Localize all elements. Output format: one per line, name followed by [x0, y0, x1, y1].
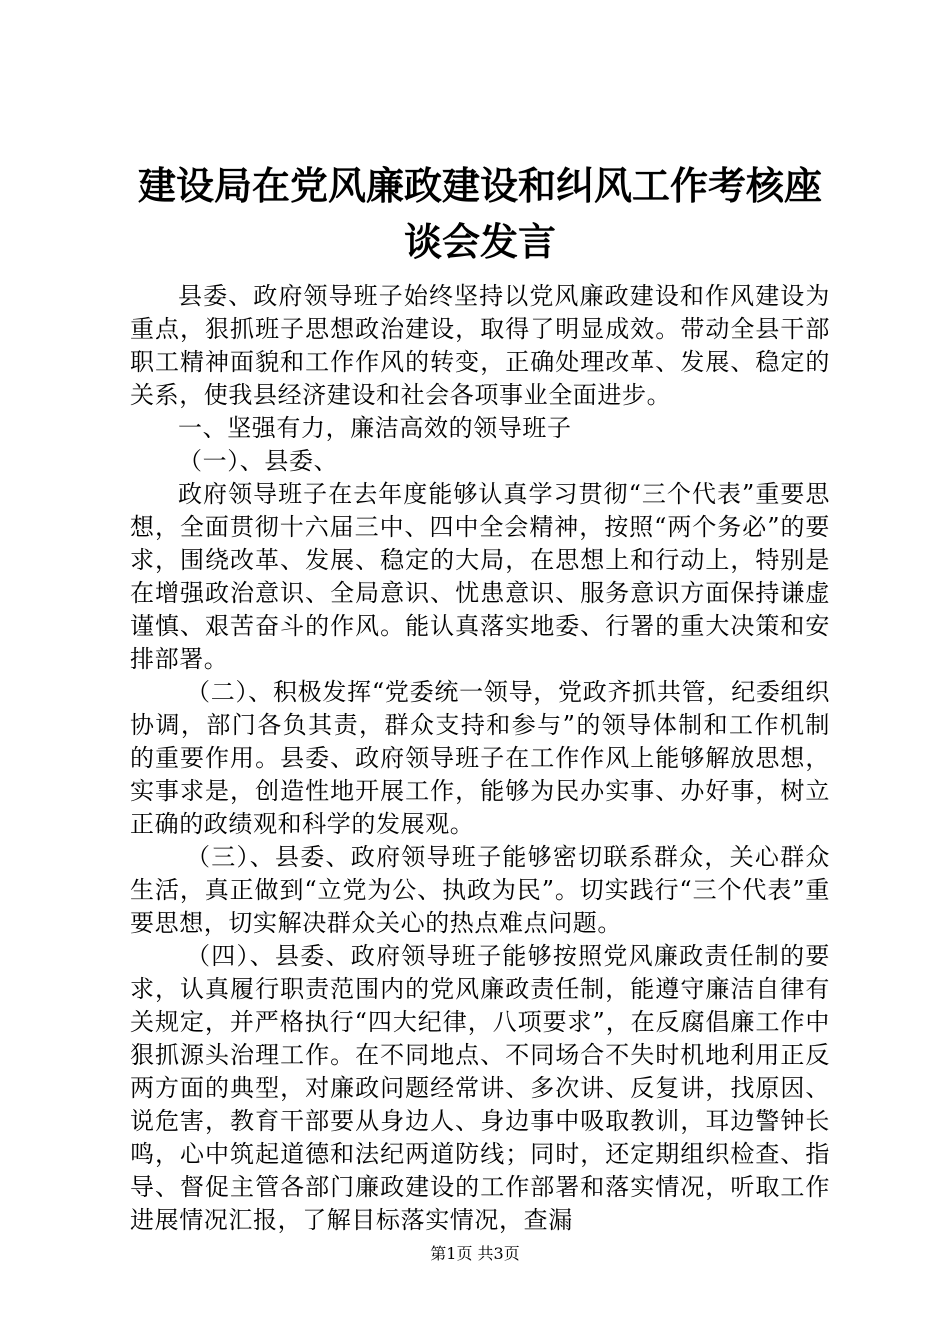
document-page [130, 158, 830, 1237]
paragraph-2: （二）、积极发挥“党委统一领导，党政齐抓共管，纪委组织协调，部门各负其责，群众支持和参与”的领导体制和工作机制的重要作用。县委、政府领导班子在工作作风上能够解放思想，实事求是，创造性地开展工作，能够为民办实事、办好事，树立正确的政绩观和科学的发展观。 [130, 678, 830, 838]
paragraph-4: （四）、县委、政府领导班子能够按照党风廉政责任制的要求，认真履行职责范围内的党风廉政责任制，能遵守廉洁自律有关规定，并严格执行“四大纪律，八项要求”，在反腐倡廉工作中狠抓源头治理工作。在不同地点、不同场合不失时机地利用正反两方面的典型，对廉政问题经常讲、多次讲、反复讲，找原因、说危害，教育干部要从身边人、身边事中吸取教训，耳边警钟长鸣，心中筑起道德和法纪两道防线；同时，还定期组织检查、指导、督促主管各部门廉政建设的工作部署和落实情况，听取工作进展情况汇报，了解目标落实情况，查漏 [130, 942, 830, 1234]
paragraph-1: 政府领导班子在去年度能够认真学习贯彻“三个代表”重要思想，全面贯彻十六届三中、四中全会精神，按照“两个务必”的要求，围绕改革、发展、稳定的大局，在思想上和行动上，特别是在增强政治意识、全局意识、忧患意识、服务意识方面保持谦虚谨慎、艰苦奋斗的作风。能认真落实地委、行署的重大决策和安排部署。 [130, 480, 830, 673]
subsection-heading-1: （一）、县委、 [178, 447, 339, 475]
document-title: 建设局在党风廉政建设和纠风工作考核座谈会发言 [137, 163, 822, 264]
document-body [130, 280, 830, 1237]
paragraph-intro: 县委、政府领导班子始终坚持以党风廉政建设和作风建设为重点，狠抓班子思想政治建设，取得了明显成效。带动全县干部职工精神面貌和工作作风的转变，正确处理改革、发展、稳定的关系，使我县经济建设和社会各项事业全面进步。 [130, 282, 830, 409]
page-footer: 第1页 共3页 [430, 1244, 520, 1263]
paragraph-3: （三）、县委、政府领导班子能够密切联系群众，关心群众生活，真正做到“立党为公、执政为民”。切实践行“三个代表”重要思想，切实解决群众关心的热点难点问题。 [130, 843, 830, 937]
section-heading-1: 一、坚强有力，廉洁高效的领导班子 [178, 414, 572, 442]
